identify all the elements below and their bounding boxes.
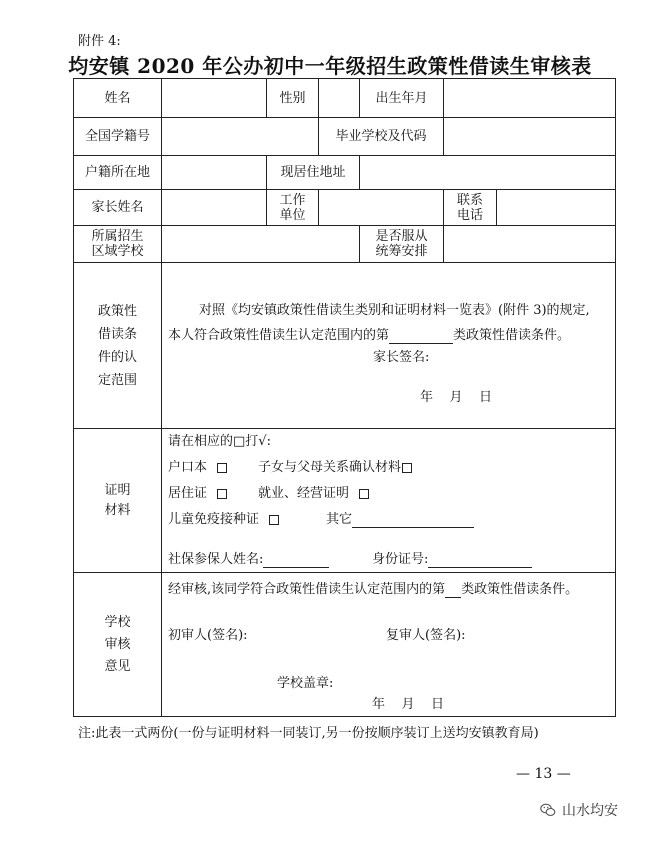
item-hukou-book[interactable] <box>168 460 227 476</box>
insured-name-blank[interactable] <box>263 553 329 568</box>
review-category-blank[interactable] <box>445 583 461 598</box>
review-label-line: 学校 <box>104 614 131 630</box>
grad-school-field[interactable] <box>444 118 615 155</box>
policy-line2-post: 类政策性借读条件。 <box>453 328 571 343</box>
work-unit-line1: 工作 <box>279 192 306 208</box>
item-label: 子女与父母关系确认材料 <box>258 460 402 475</box>
label-grad-school: 毕业学校及代码 <box>335 129 427 144</box>
item-label: 其它 <box>326 512 353 527</box>
obey-line2: 统筹安排 <box>375 244 428 259</box>
wechat-icon <box>540 802 556 818</box>
insured-name-row <box>168 552 329 568</box>
id-number-label: 身份证号: <box>372 552 429 567</box>
review-statement <box>168 582 578 598</box>
gender-field[interactable] <box>319 79 359 117</box>
review-label-line: 意见 <box>104 658 131 674</box>
attachment-label: 附件 4: <box>78 34 121 49</box>
checkbox[interactable] <box>217 489 227 499</box>
checkbox[interactable] <box>402 463 412 473</box>
phone-line2: 电话 <box>456 207 483 223</box>
first-reviewer-label: 初审人(签名): <box>168 628 248 643</box>
policy-line2-pre: 本人符合政策性借读生认定范围内的第 <box>168 328 390 343</box>
policy-label-line: 政策性 <box>97 303 137 319</box>
label-policy-scope <box>74 263 161 428</box>
district-school-field[interactable] <box>162 226 359 262</box>
label-school-review <box>74 573 161 716</box>
label-parent-name: 家长姓名 <box>91 200 144 215</box>
category-number-blank[interactable] <box>389 329 453 344</box>
hukou-field[interactable] <box>162 156 266 189</box>
checkbox[interactable] <box>269 515 279 525</box>
label-address: 现居住地址 <box>280 165 346 180</box>
item-vaccine[interactable] <box>168 512 279 528</box>
work-unit-line2: 单位 <box>279 207 306 223</box>
form-title: 均安镇 2020 年公办初中一年级招生政策性借读生审核表 <box>68 54 592 78</box>
materials-label-line: 材料 <box>104 502 131 518</box>
work-unit-field[interactable] <box>319 190 443 225</box>
other-blank[interactable] <box>352 513 474 528</box>
policy-statement-line1: 对照《均安镇政策性借读生类别和证明材料一览表》(附件 3)的规定, <box>199 303 590 318</box>
id-number-row <box>372 552 532 568</box>
review-date: 年 月 日 <box>372 697 445 712</box>
policy-label-line: 定范围 <box>97 372 137 388</box>
obey-line1: 是否服从 <box>375 229 428 244</box>
footer-note: 注:此表一式两份(一份与证明材料一同装订,另一份按顺序装订上送均安镇教育局) <box>78 726 539 741</box>
district-line2: 区域学校 <box>91 244 144 259</box>
label-materials <box>74 429 161 572</box>
label-district-school <box>74 226 161 262</box>
label-name: 姓名 <box>104 90 131 106</box>
review-statement-pre: 经审核,该同学符合政策性借读生认定范围内的第 <box>168 582 446 597</box>
item-residence[interactable] <box>168 486 227 502</box>
table-border-right <box>615 78 616 717</box>
label-phone <box>444 190 496 225</box>
watermark-text: 山水均安 <box>562 803 618 819</box>
id-number-blank[interactable] <box>428 553 532 568</box>
watermark <box>540 800 618 820</box>
label-student-id: 全国学籍号 <box>84 129 150 144</box>
policy-date: 年 月 日 <box>420 390 493 405</box>
label-gender: 性别 <box>279 90 306 106</box>
item-label: 户口本 <box>168 460 208 475</box>
parent-signature-label: 家长签名: <box>373 350 430 365</box>
item-other[interactable] <box>326 512 474 528</box>
table-border-bottom <box>73 716 616 717</box>
parent-name-field[interactable] <box>162 190 266 225</box>
phone-line1: 联系 <box>456 192 483 208</box>
materials-instruction: 请在相应的□打√: <box>168 434 271 449</box>
item-label: 就业、经营证明 <box>258 486 350 501</box>
policy-statement-line2 <box>168 328 570 344</box>
materials-label-line: 证明 <box>104 482 131 498</box>
district-line1: 所属招生 <box>91 229 144 244</box>
second-reviewer-label: 复审人(签名): <box>386 628 466 643</box>
label-birth: 出生年月 <box>375 90 428 106</box>
review-label-line: 审核 <box>104 636 131 652</box>
page-number: — 13 — <box>516 766 571 782</box>
name-field[interactable] <box>162 79 266 117</box>
address-field[interactable] <box>360 156 615 189</box>
school-seal-label: 学校盖章: <box>277 676 334 691</box>
item-relation[interactable] <box>258 460 412 476</box>
label-hukou: 户籍所在地 <box>84 165 150 180</box>
review-statement-post: 类政策性借读条件。 <box>461 582 579 597</box>
checkbox[interactable] <box>359 489 369 499</box>
label-obey-arrangement <box>360 226 443 262</box>
item-label: 居住证 <box>168 486 208 501</box>
insured-name-label: 社保参保人姓名: <box>168 552 264 567</box>
policy-label-line: 件的认 <box>97 349 137 365</box>
phone-field[interactable] <box>497 190 615 225</box>
label-work-unit <box>267 190 318 225</box>
item-employment[interactable] <box>258 486 369 502</box>
birth-field[interactable] <box>444 79 615 117</box>
checkbox[interactable] <box>217 463 227 473</box>
obey-arrangement-field[interactable] <box>444 226 615 262</box>
item-label: 儿童免疫接种证 <box>168 512 260 527</box>
student-id-field[interactable] <box>162 118 318 155</box>
policy-label-line: 借读条 <box>97 326 137 342</box>
